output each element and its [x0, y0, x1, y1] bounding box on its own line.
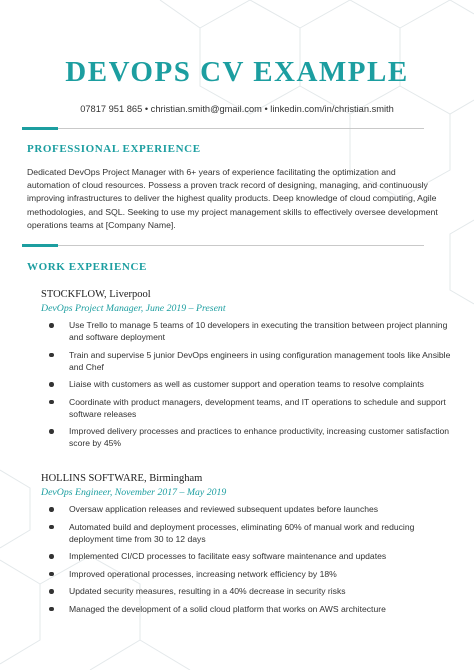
job-bullet [41, 503, 453, 515]
professional-experience-heading: PROFESSIONAL EXPERIENCE [27, 143, 201, 155]
bullet-dot-icon [49, 353, 54, 358]
job-company: STOCKFLOW, Liverpool [41, 289, 151, 300]
job-entry-stockflow [41, 288, 453, 455]
job-bullet-text: Implemented CI/CD processes to facilitate easy software maintenance and updates [69, 551, 387, 561]
bullet-dot-icon [49, 589, 54, 594]
job-bullet-list [41, 319, 453, 449]
job-bullet [41, 603, 453, 615]
divider-accent [22, 127, 58, 130]
bullet-dot-icon [49, 572, 54, 577]
job-bullet-text: Improved operational processes, increasing network efficiency by 18% [69, 568, 337, 579]
cv-title: DEVOPS CV EXAMPLE [65, 56, 409, 88]
job-bullet-text: Updated security measures, resulting in a 40% decrease in security risks [69, 586, 346, 596]
job-role: DevOps Project Manager, June 2019 – Present [41, 303, 226, 314]
professional-summary: Dedicated DevOps Project Manager with 6+ years of experience facilitating the optimization and automation of cloud resources. Possess a proven track record of designing, managing, and continuously improving infrastructures to deliver the highest quality products. Deep knowledge of cloud computing, Agile methodologies, and SQL. Seeking to use my project management skills to effectively oversee development operations teams at [Company Name]. [27, 167, 438, 230]
job-bullet-text: Managed the development of a solid cloud platform that works on AWS architecture [69, 603, 386, 614]
job-bullet-text: Use Trello to manage 5 teams of 10 developers in executing the transition between project planning and software deployment [69, 320, 448, 342]
job-bullet-text: Liaise with customers as well as customer support and operation teams to resolve complaints [69, 379, 424, 389]
job-bullet-list [41, 503, 453, 615]
job-bullet [41, 550, 453, 562]
section-divider [22, 128, 424, 129]
job-bullet [41, 349, 453, 373]
contact-line: 07817 951 865 • christian.smith@gmail.com • linkedin.com/in/christian.smith [80, 104, 394, 114]
divider-accent [22, 244, 58, 247]
job-company: HOLLINS SOFTWARE, Birmingham [41, 473, 203, 484]
job-bullet-text: Improved delivery processes and practices to enhance productivity, increasing customer satisfaction score by 45% [69, 426, 450, 448]
bullet-dot-icon [49, 323, 54, 328]
job-bullet [41, 425, 453, 449]
job-role: DevOps Engineer, November 2017 – May 2019 [41, 487, 227, 498]
job-bullet-text: Automated build and deployment processes, eliminating 60% of manual work and reducing deployment time from 30 to 12 days [69, 521, 415, 544]
job-bullet-text: Oversaw application releases and reviewed subsequent updates before launches [69, 504, 379, 514]
bullet-dot-icon [49, 382, 54, 387]
work-experience-heading: WORK EXPERIENCE [27, 261, 147, 273]
bullet-dot-icon [49, 525, 54, 530]
section-divider [22, 245, 424, 246]
job-bullet [41, 378, 453, 390]
bullet-dot-icon [49, 400, 54, 405]
job-entry-hollins-software [41, 472, 453, 620]
job-bullet [41, 568, 453, 580]
bullet-dot-icon [49, 507, 54, 512]
bullet-dot-icon [49, 429, 54, 434]
job-bullet-text: Coordinate with product managers, development teams, and IT operations to schedule and support software releases [69, 396, 446, 419]
bullet-dot-icon [49, 607, 54, 612]
job-bullet [41, 396, 453, 420]
job-bullet [41, 319, 453, 343]
job-bullet [41, 521, 453, 545]
job-bullet-text: Train and supervise 5 junior DevOps engineers in using configuration management tools like Ansible and Chef [69, 349, 451, 372]
job-bullet [41, 585, 453, 597]
bullet-dot-icon [49, 554, 54, 559]
